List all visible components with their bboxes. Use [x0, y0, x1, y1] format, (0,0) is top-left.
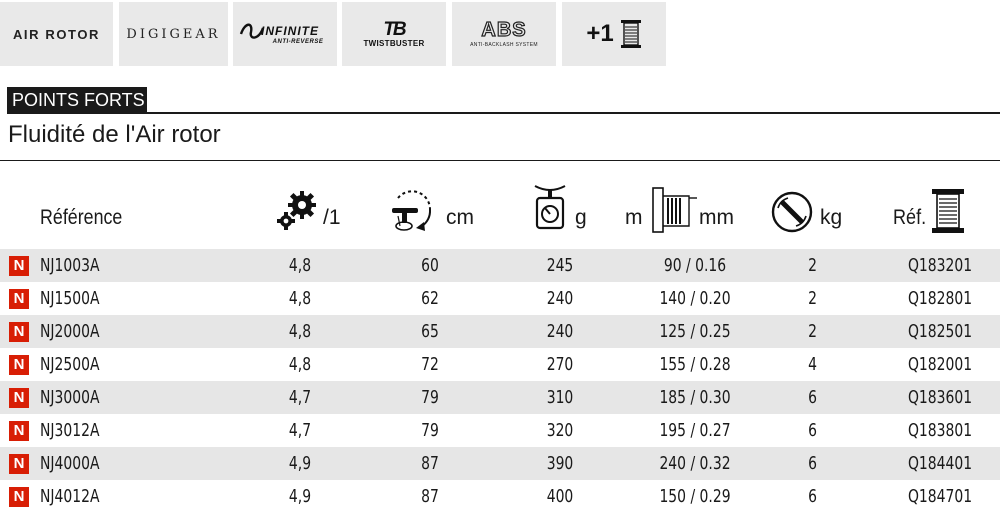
new-badge: N	[9, 355, 29, 375]
cell-model: NJ2500A	[40, 354, 100, 375]
badge-digigear	[119, 2, 228, 66]
section-headline: Fluidité de l'Air rotor	[8, 121, 221, 148]
cell-ref: Q182801	[907, 288, 973, 309]
col-header-capacity-m-label: m	[625, 206, 643, 229]
col-header-weight	[533, 180, 603, 238]
col-header-drag-label: kg	[820, 206, 843, 229]
scale-icon	[533, 182, 569, 232]
cell-weight: 320	[546, 420, 574, 441]
cell-weight: 400	[546, 486, 574, 507]
table-row	[0, 315, 1000, 348]
cell-model: NJ3012A	[40, 420, 100, 441]
spool-icon	[620, 19, 642, 49]
cell-drag: 2	[808, 321, 817, 342]
gears-icon	[275, 188, 319, 232]
table-row	[0, 249, 1000, 282]
col-header-ratio	[275, 180, 355, 238]
table-row	[0, 282, 1000, 315]
col-header-retrieve-label: cm	[446, 206, 474, 229]
cell-ref: Q183601	[907, 387, 973, 408]
cell-retrieve: 87	[421, 486, 439, 507]
retrieve-crank-icon	[388, 186, 438, 236]
cell-retrieve: 79	[421, 387, 439, 408]
col-header-weight-label: g	[575, 206, 587, 229]
cell-ratio: 4,9	[288, 453, 312, 474]
cell-drag: 6	[808, 486, 817, 507]
cell-capacity: 185 / 0.30	[659, 387, 731, 408]
cell-model: NJ4000A	[40, 453, 100, 474]
cell-model: NJ4012A	[40, 486, 100, 507]
new-badge: N	[9, 454, 29, 474]
twistbuster-logo: TB	[383, 18, 405, 40]
cell-weight: 240	[546, 321, 574, 342]
badge-plus-one-spool	[562, 2, 666, 66]
cell-ref: Q184401	[907, 453, 973, 474]
cell-ref: Q183801	[907, 420, 973, 441]
cell-retrieve: 79	[421, 420, 439, 441]
badge-infinite-label: INFINITE	[261, 23, 319, 38]
badge-anti-reverse-label: ANTI-REVERSE	[272, 38, 324, 45]
feature-badges	[0, 0, 680, 68]
cell-ratio: 4,8	[288, 255, 312, 276]
cell-drag: 6	[808, 453, 817, 474]
drag-knob-icon	[770, 190, 814, 234]
badge-anti-backlash-label: ANTI-BACKLASH SYSTEM	[470, 42, 538, 48]
cell-weight: 240	[546, 288, 574, 309]
cell-retrieve: 65	[421, 321, 439, 342]
new-badge: N	[9, 256, 29, 276]
table-row	[0, 381, 1000, 414]
cell-retrieve: 62	[421, 288, 439, 309]
cell-capacity: 240 / 0.32	[659, 453, 731, 474]
abs-logo: ABS	[481, 19, 527, 41]
cell-weight: 310	[546, 387, 574, 408]
cell-capacity: 90 / 0.16	[663, 255, 727, 276]
cell-ratio: 4,8	[288, 288, 312, 309]
new-badge: N	[9, 322, 29, 342]
badge-plus-one-label: +1	[586, 20, 614, 47]
col-header-capacity-mm-label: mm	[699, 206, 734, 229]
badge-air-rotor	[0, 2, 113, 66]
table-row	[0, 447, 1000, 480]
cell-weight: 390	[546, 453, 574, 474]
cell-model: NJ2000A	[40, 321, 100, 342]
col-header-reference-label: Référence	[40, 206, 123, 229]
table-row	[0, 414, 1000, 447]
cell-ratio: 4,9	[288, 486, 312, 507]
cell-drag: 2	[808, 288, 817, 309]
headline-divider	[0, 160, 1000, 161]
cell-model: NJ1500A	[40, 288, 100, 309]
cell-ratio: 4,7	[288, 420, 312, 441]
line-capacity-icon	[651, 186, 701, 234]
cell-capacity: 195 / 0.27	[659, 420, 731, 441]
badge-infinite-anti-reverse	[233, 2, 337, 66]
table-row	[0, 480, 1000, 513]
cell-drag: 4	[808, 354, 817, 375]
badge-air-rotor-label: AIR ROTOR	[12, 26, 101, 42]
cell-ref: Q183201	[907, 255, 973, 276]
cell-ratio: 4,7	[288, 387, 312, 408]
col-header-ref	[893, 180, 993, 238]
section-divider	[7, 112, 1000, 114]
points-forts-tag: POINTS FORTS	[7, 87, 147, 113]
badge-twistbuster	[342, 2, 446, 66]
badge-digigear-label: DIGIGEAR	[126, 26, 221, 42]
cell-capacity: 125 / 0.25	[659, 321, 731, 342]
col-header-ref-label: Réf.	[893, 206, 927, 229]
cell-capacity: 150 / 0.29	[659, 486, 731, 507]
cell-ratio: 4,8	[288, 354, 312, 375]
cell-retrieve: 87	[421, 453, 439, 474]
cell-weight: 270	[546, 354, 574, 375]
new-badge: N	[9, 487, 29, 507]
col-header-retrieve	[388, 180, 488, 238]
badge-twistbuster-label: TWISTBUSTER	[363, 38, 425, 48]
cell-capacity: 140 / 0.20	[659, 288, 731, 309]
cell-model: NJ3000A	[40, 387, 100, 408]
infinity-swoosh-icon	[239, 20, 265, 42]
cell-retrieve: 60	[421, 255, 439, 276]
new-badge: N	[9, 388, 29, 408]
cell-weight: 245	[546, 255, 574, 276]
cell-ratio: 4,8	[288, 321, 312, 342]
cell-ref: Q184701	[907, 486, 973, 507]
cell-drag: 2	[808, 255, 817, 276]
col-header-capacity	[625, 180, 755, 238]
new-badge: N	[9, 421, 29, 441]
cell-ref: Q182501	[907, 321, 973, 342]
reel-spec-table	[0, 249, 1000, 513]
spool-header-icon	[931, 188, 965, 234]
col-header-reference	[40, 180, 160, 238]
col-header-drag	[770, 180, 860, 238]
badge-abs	[452, 2, 556, 66]
cell-retrieve: 72	[421, 354, 439, 375]
cell-model: NJ1003A	[40, 255, 100, 276]
col-header-ratio-label: /1	[323, 206, 341, 229]
cell-drag: 6	[808, 387, 817, 408]
table-row	[0, 348, 1000, 381]
new-badge: N	[9, 289, 29, 309]
cell-ref: Q182001	[907, 354, 973, 375]
cell-drag: 6	[808, 420, 817, 441]
cell-capacity: 155 / 0.28	[659, 354, 731, 375]
